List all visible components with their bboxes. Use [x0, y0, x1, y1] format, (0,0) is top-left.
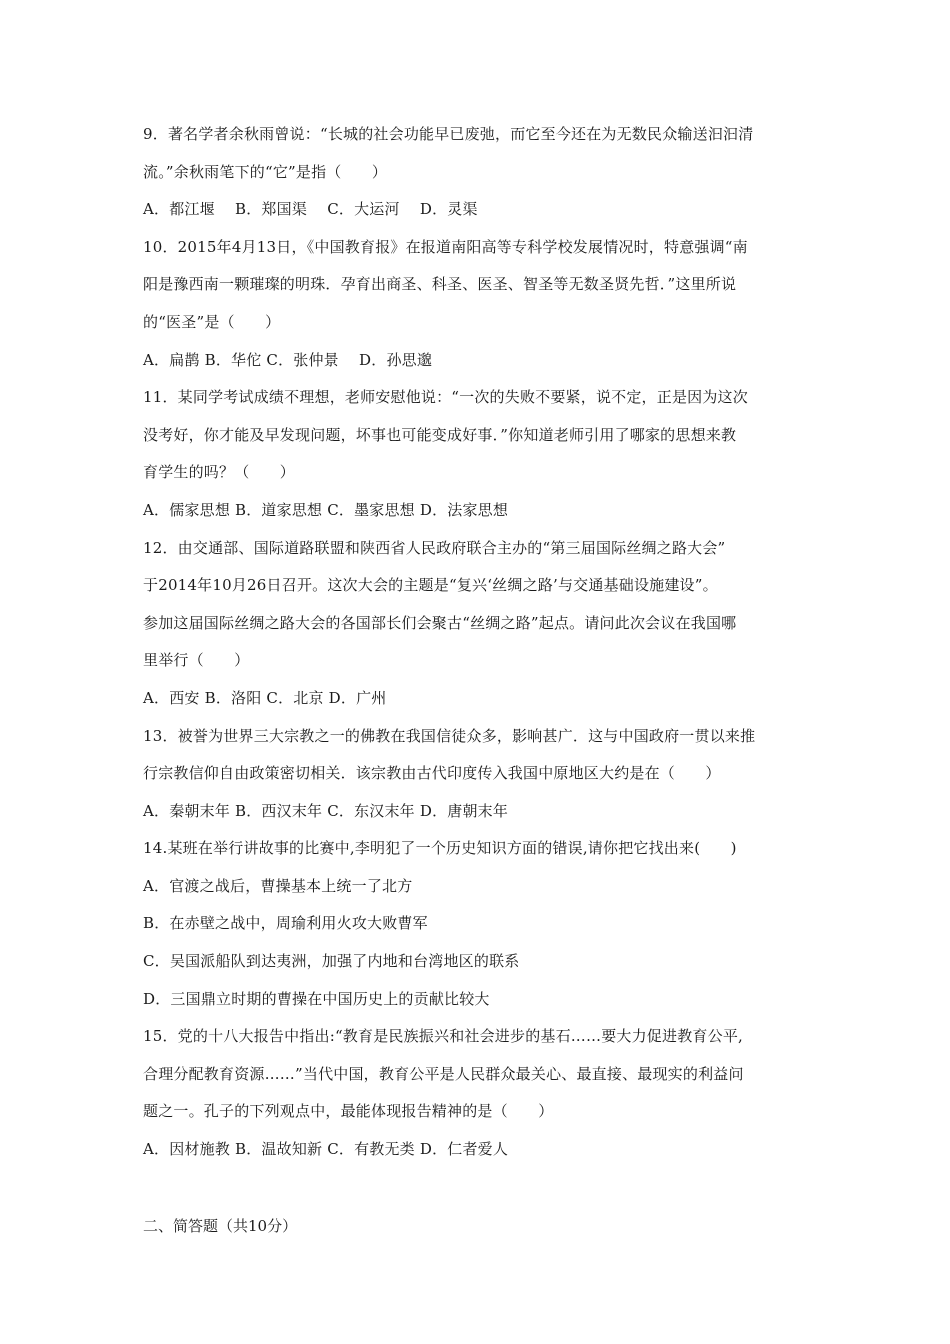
- question-10-options: A．扁鹊 B．华佗 C．张仲景 D．孙思邈: [143, 350, 433, 369]
- question-12-line-4: 里举行（ ）: [143, 651, 250, 670]
- question-12-line-2: 于2014年10月26日召开。这次大会的主题是“复兴‘丝绸之路’与交通基础设施建设”。: [143, 576, 718, 595]
- question-15-options: A．因材施教 B．温故知新 C．有教无类 D．仁者爱人: [143, 1140, 509, 1159]
- section-title: 二、简答题（共10分）: [143, 1216, 298, 1235]
- question-15-line-3: 题之一。孔子的下列观点中，最能体现报告精神的是（ ）: [143, 1102, 554, 1121]
- question-9-options: A．都江堰 B．郑国渠 C．大运河 D．灵渠: [143, 200, 478, 219]
- question-11-line-2: 没考好，你才能及早发现问题，坏事也可能变成好事．”你知道老师引用了哪家的思想来教: [143, 425, 737, 444]
- question-11-line-1: 11．某同学考试成绩不理想，老师安慰他说：“一次的失败不要紧，说不定，正是因为这次: [143, 388, 748, 407]
- question-11-options: A．儒家思想 B．道家思想 C．墨家思想 D．法家思想: [143, 500, 509, 519]
- question-14-option-b: B．在赤壁之战中，周瑜利用火攻大败曹军: [143, 914, 428, 933]
- question-12-line-1: 12．由交通部、国际道路联盟和陕西省人民政府联合主办的“第三届国际丝绸之路大会”: [143, 538, 726, 557]
- question-13-options: A．秦朝末年 B．西汉末年 C．东汉末年 D．唐朝末年: [143, 801, 509, 820]
- question-9-line-1: 9．著名学者余秋雨曾说：“长城的社会功能早已废弛，而它至今还在为无数民众输送汩汩清: [143, 125, 754, 143]
- question-14-line-1: 14.某班在举行讲故事的比赛中,李明犯了一个历史知识方面的错误,请你把它找出来( ): [143, 839, 737, 858]
- question-9-line-2: 流。”余秋雨笔下的“它”是指（ ）: [143, 162, 388, 181]
- question-10-line-3: 的“医圣”是（ ）: [143, 312, 281, 331]
- question-14-option-c: C．吴国派船队到达夷洲，加强了内地和台湾地区的联系: [143, 952, 520, 971]
- question-list: [143, 116, 815, 1245]
- question-12-line-3: 参加这届国际丝绸之路大会的各国部长们会聚古“丝绸之路”起点。请问此次会议在我国哪: [143, 613, 737, 632]
- question-12-options: A．西安 B．洛阳 C．北京 D．广州: [143, 688, 387, 707]
- section-gap: [143, 1169, 815, 1208]
- question-13-line-2: 行宗教信仰自由政策密切相关．该宗教由古代印度传入我国中原地区大约是在（ ）: [143, 764, 721, 783]
- question-15-line-2: 合理分配教育资源……”当代中国，教育公平是人民群众最关心、最直接、最现实的利益问: [143, 1064, 744, 1083]
- question-13-line-1: 13．被誉为世界三大宗教之一的佛教在我国信徒众多，影响甚广．这与中国政府一贯以来推: [143, 726, 756, 745]
- question-14-option-a: A．官渡之战后，曹操基本上统一了北方: [143, 876, 413, 895]
- question-15-line-1: 15．党的十八大报告中指出:“教育是民族振兴和社会进步的基石……要大力促进教育公平,: [143, 1027, 743, 1046]
- question-10-line-2: 阳是豫西南一颗璀璨的明珠．孕育出商圣、科圣、医圣、智圣等无数圣贤先哲．”这里所说: [143, 275, 737, 294]
- question-10-line-1: 10．2015年4月13日，《中国教育报》在报道南阳高等专科学校发展情况时，特意强调“南: [143, 237, 748, 256]
- question-11-line-3: 育学生的吗？（ ）: [143, 463, 296, 482]
- question-14-option-d: D．三国鼎立时期的曹操在中国历史上的贡献比较大: [143, 989, 490, 1008]
